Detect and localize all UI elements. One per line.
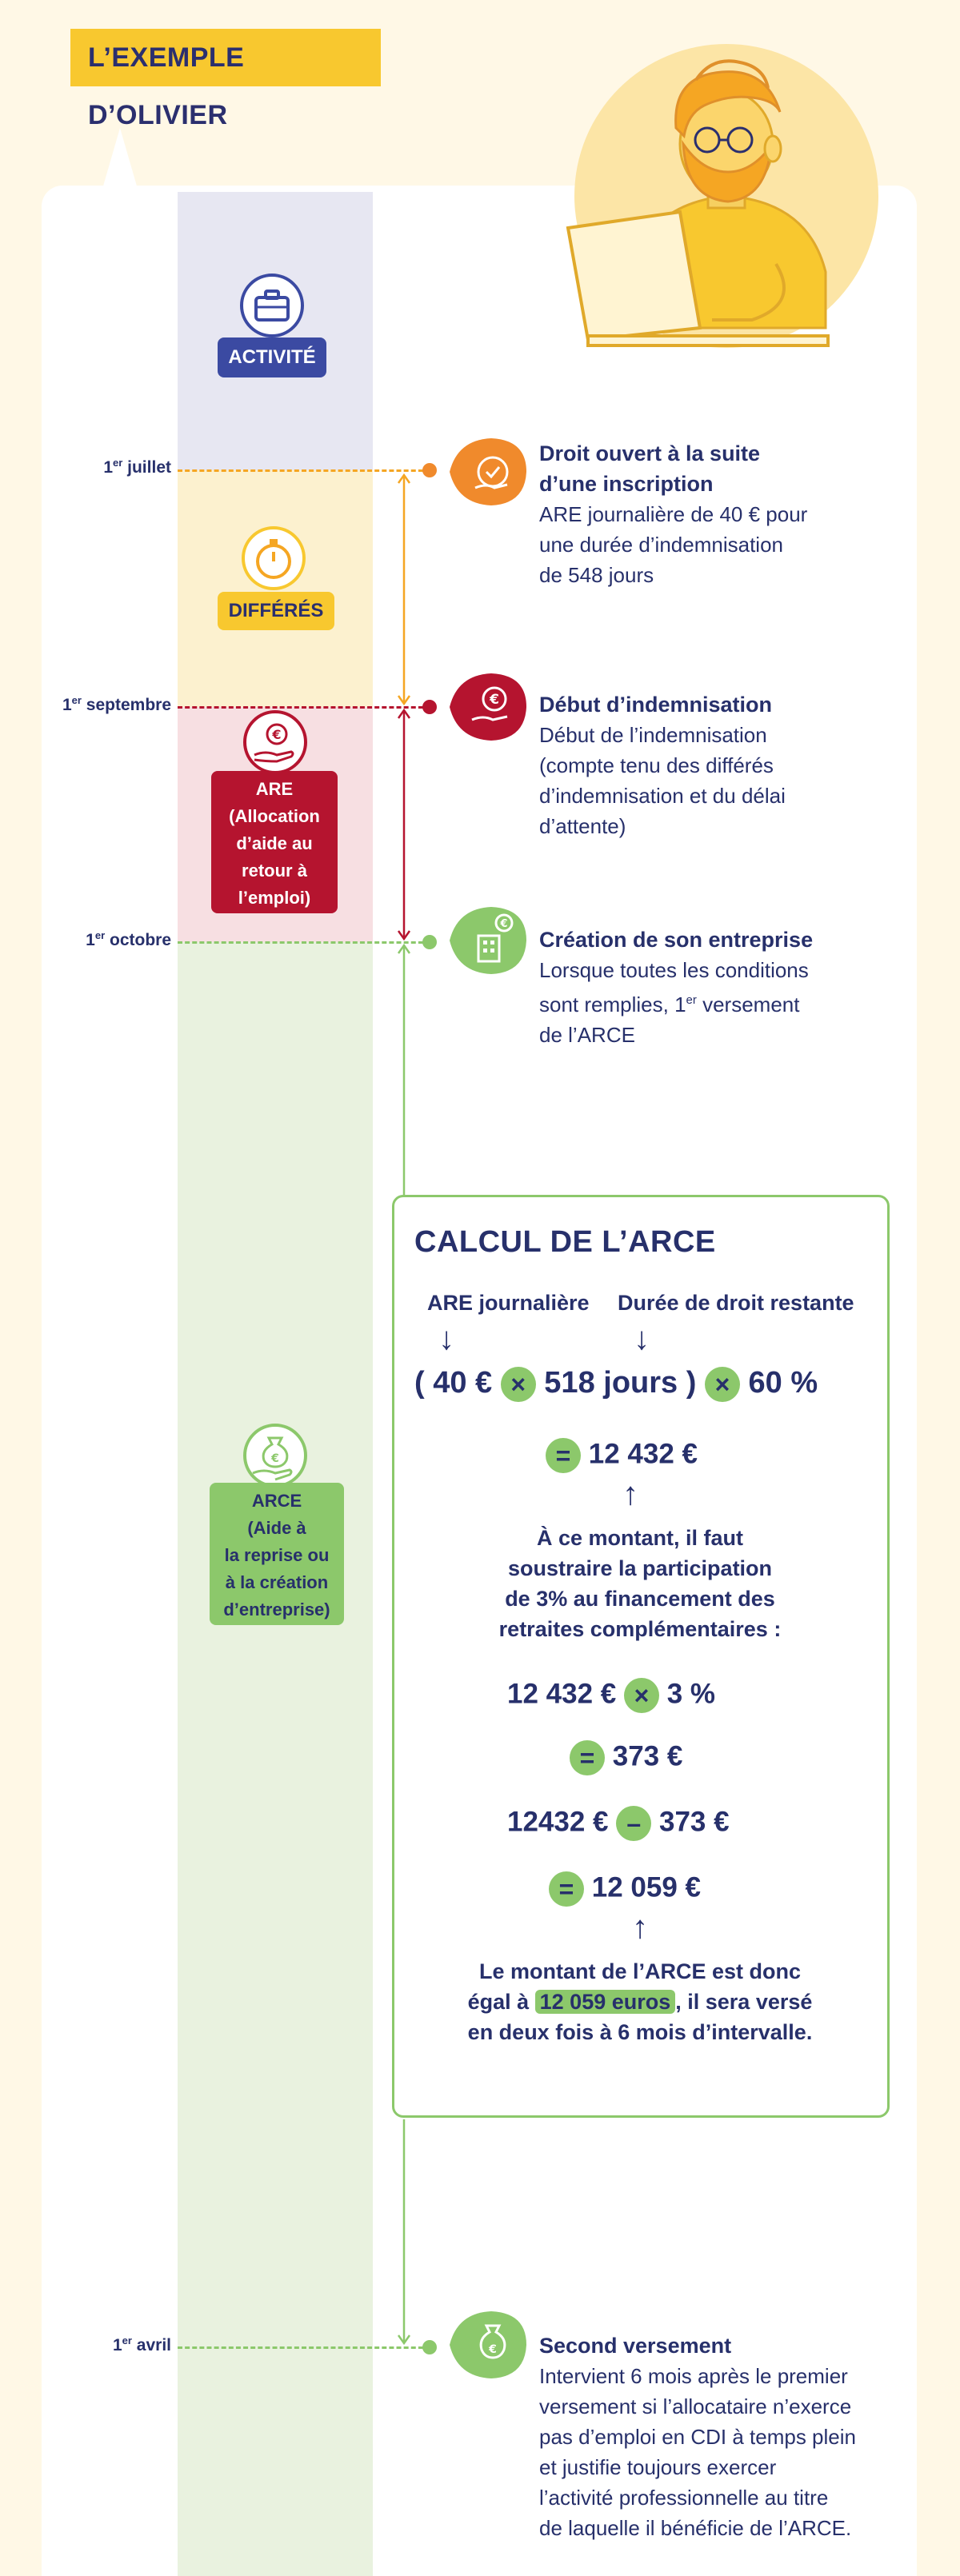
svg-text:€: € — [271, 1452, 279, 1465]
calc-note-participation: À ce montant, il faut soustraire la participation de 3% au financement des retraites complémentaires : — [498, 1526, 782, 1641]
event-title: Second versement — [539, 2334, 732, 2358]
arrow-down: ↓ — [438, 1321, 454, 1356]
calc-result-1: = 12 432 € — [546, 1438, 698, 1473]
card-notch — [102, 128, 138, 189]
money-bag-hand-icon — [242, 1424, 309, 1491]
calc-line-2: 12 432 € × 3 % — [507, 1678, 715, 1713]
arce-line-2: (Aide à — [247, 1518, 306, 1538]
period-label-differes: DIFFÉRÉS — [218, 592, 334, 630]
event-second-versement — [539, 2330, 907, 2543]
event-body: une durée d’indemnisation — [539, 533, 783, 557]
calc-conclusion: Le montant de l’ARCE est donc égal à 12 059 euros , il sera versé en deux fois à 6 mois d’intervalle. — [467, 1959, 813, 2044]
times-icon: × — [624, 1678, 659, 1713]
event-body: de laquelle il bénéficie de l’ARCE. — [539, 2516, 852, 2540]
formula-base: ( 40 € — [414, 1366, 493, 1400]
page-title: L’EXEMPLE D’OLIVIER — [70, 29, 381, 86]
event-creation-entreprise — [539, 925, 891, 1050]
svg-text:€: € — [272, 727, 282, 742]
dot-octobre — [422, 935, 437, 949]
event-body: Lorsque toutes les conditions — [539, 958, 809, 982]
event-body: Intervient 6 mois après le premier — [539, 2364, 848, 2388]
arce-line-5: d’entreprise) — [223, 1600, 330, 1619]
calc-title: CALCUL DE L’ARCE — [414, 1225, 716, 1259]
euro-pin-icon — [446, 670, 530, 744]
event-body: et justifie toujours exercer — [539, 2455, 777, 2479]
are-line-5: l’emploi) — [238, 888, 311, 908]
event-body: l’activité professionnelle au titre — [539, 2486, 829, 2510]
date-octobre: 1er octobre — [86, 929, 171, 949]
svg-text:€: € — [490, 692, 499, 708]
are-line-2: (Allocation — [229, 806, 320, 826]
event-debut-indemnisation — [539, 689, 891, 841]
calc-line-3: 12432 € – 373 € — [507, 1806, 730, 1841]
arce-line-1: ARCE — [251, 1491, 302, 1511]
calc-label-duree: Durée de droit restante — [618, 1291, 854, 1315]
times-icon: × — [705, 1367, 740, 1402]
event-body: de l’ARCE — [539, 1023, 635, 1047]
period-label-arce — [210, 1483, 344, 1625]
arce-line-4: à la création — [225, 1572, 329, 1592]
minus-icon: – — [616, 1806, 651, 1841]
briefcase-icon — [238, 272, 306, 339]
equals-icon: = — [549, 1871, 584, 1907]
calc-result-2: = 373 € — [570, 1740, 682, 1775]
arrow-down: ↓ — [634, 1321, 650, 1356]
event-droit-ouvert — [539, 438, 891, 590]
euro-hand-icon — [242, 710, 309, 777]
event-title: Création de son entreprise — [539, 928, 814, 952]
equals-icon: = — [570, 1740, 605, 1775]
arrow-up: ↑ — [622, 1476, 638, 1512]
calc-result-3: = 12 059 € — [549, 1871, 701, 1907]
date-avril: 1er avril — [112, 2334, 171, 2354]
are-line-4: retour à — [242, 861, 307, 881]
formula-days: 518 jours ) — [544, 1366, 697, 1400]
dot-avril — [422, 2340, 437, 2354]
business-creation-pin-icon — [446, 904, 530, 977]
event-title: Droit ouvert à la suite — [539, 441, 761, 465]
event-body: (compte tenu des différés — [539, 753, 774, 777]
equals-icon: = — [546, 1438, 581, 1473]
dot-juillet — [422, 463, 437, 477]
are-line-3: d’aide au — [236, 833, 313, 853]
event-body: d’indemnisation et du délai — [539, 784, 786, 808]
calc-label-are: ARE journalière — [427, 1291, 590, 1315]
event-body: Début de l’indemnisation — [539, 723, 767, 747]
check-pin-icon — [446, 435, 530, 509]
formula-percent: 60 % — [748, 1366, 818, 1400]
times-icon: × — [501, 1367, 536, 1402]
svg-text:€: € — [500, 918, 508, 930]
period-label-are — [211, 771, 338, 913]
date-septembre: 1er septembre — [62, 694, 171, 714]
calc-formula — [414, 1366, 818, 1402]
period-label-activite: ACTIVITÉ — [218, 337, 326, 377]
period-band-arce — [178, 942, 373, 2576]
event-body: pas d’emploi en CDI à temps plein — [539, 2425, 856, 2449]
arce-amount-highlight: 12 059 euros — [535, 1990, 676, 2014]
are-line-1: ARE — [255, 779, 294, 799]
dot-septembre — [422, 700, 437, 714]
event-body: d’attente) — [539, 814, 626, 838]
date-juillet: 1er juillet — [103, 457, 171, 477]
event-body: de 548 jours — [539, 563, 654, 587]
svg-text:€: € — [489, 2343, 497, 2356]
event-title: d’une inscription — [539, 472, 714, 496]
money-bag-pin-icon — [446, 2308, 530, 2382]
arce-line-3: la reprise ou — [224, 1545, 330, 1565]
olivier-illustration — [512, 32, 888, 368]
arrow-up: ↑ — [632, 1910, 648, 1945]
event-body: ARE journalière de 40 € pour — [539, 502, 808, 526]
event-body: versement si l’allocataire n’exerce — [539, 2394, 852, 2418]
event-title: Début d’indemnisation — [539, 693, 773, 717]
event-body: sont remplies, 1er versement — [539, 992, 800, 1016]
stopwatch-icon — [240, 525, 307, 592]
